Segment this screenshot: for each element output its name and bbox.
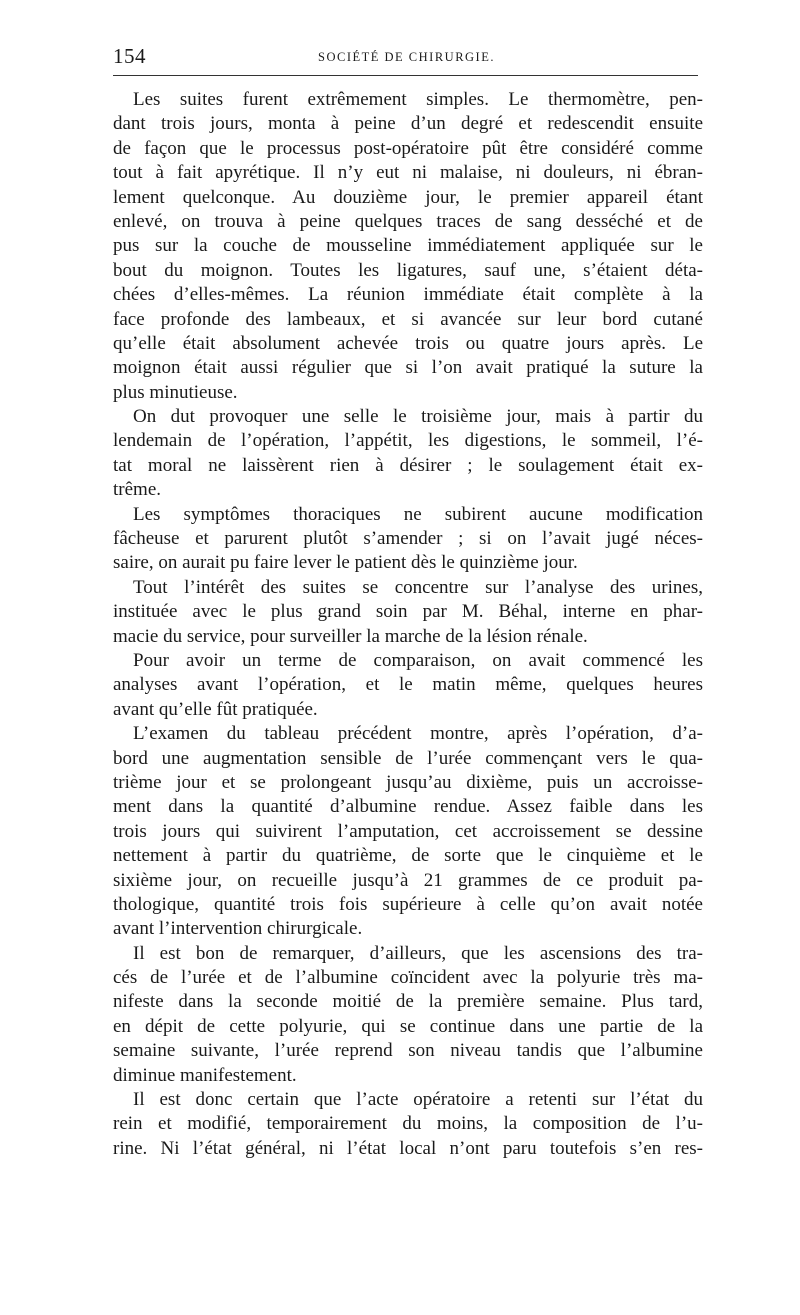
text-line: nettement à partir du quatrième, de sorte que le cinquième et le bbox=[113, 845, 703, 867]
text-line: en dépit de cette polyurie, qui se continue dans une partie de la bbox=[113, 1015, 703, 1037]
text-line: tat moral ne laissèrent rien à désirer ; le soulagement était ex- bbox=[113, 454, 703, 476]
text-line: Pour avoir un terme de comparaison, on avait commencé les bbox=[133, 649, 703, 671]
text-line: qu’elle était absolument achevée trois ou quatre jours après. Le bbox=[113, 332, 703, 354]
text-line: semaine suivante, l’urée reprend son niveau tandis que l’albumine bbox=[113, 1040, 703, 1062]
text-line: Il est donc certain que l’acte opératoire a retenti sur l’état du bbox=[133, 1089, 703, 1111]
text-line: tout à fait apyrétique. Il n’y eut ni malaise, ni douleurs, ni ébran- bbox=[113, 162, 703, 184]
text-line: analyses avant l’opération, et le matin même, quelques heures bbox=[113, 674, 703, 696]
text-line: enlevé, on trouva à peine quelques traces de sang desséché et de bbox=[113, 210, 703, 232]
text-line: bord une augmentation sensible de l’urée commençant vers le qua- bbox=[113, 747, 703, 769]
text-line: chées d’elles-mêmes. La réunion immédiate était complète à la bbox=[113, 284, 703, 306]
text-line: diminue manifestement. bbox=[113, 1064, 297, 1086]
text-line: ment dans la quantité d’albumine rendue. Assez faible dans les bbox=[113, 796, 703, 818]
text-line: lendemain de l’opération, l’appétit, les digestions, le sommeil, l’é- bbox=[113, 430, 703, 452]
text-line: bout du moignon. Toutes les ligatures, sauf une, s’étaient déta- bbox=[113, 259, 703, 281]
text-line: de façon que le processus post-opératoire pût être considéré comme bbox=[113, 137, 703, 159]
text-line: avant l’intervention chirurgicale. bbox=[113, 918, 363, 940]
body-text bbox=[113, 88, 703, 1161]
text-line: Tout l’intérêt des suites se concentre sur l’analyse des urines, bbox=[133, 576, 703, 598]
text-line: pus sur la couche de mousseline immédiatement appliquée sur le bbox=[113, 235, 703, 257]
text-line: L’examen du tableau précédent montre, après l’opération, d’a- bbox=[133, 723, 703, 745]
text-line: macie du service, pour surveiller la marche de la lésion rénale. bbox=[113, 625, 588, 647]
text-line: avant qu’elle fût pratiquée. bbox=[113, 698, 318, 720]
text-line: instituée avec le plus grand soin par M. Béhal, interne en phar- bbox=[113, 601, 703, 623]
text-line: cés de l’urée et de l’albumine coïncident avec la polyurie très ma- bbox=[113, 967, 703, 989]
text-line: saire, on aurait pu faire lever le patient dès le quinzième jour. bbox=[113, 552, 578, 574]
text-line: Il est bon de remarquer, d’ailleurs, que les ascensions des tra- bbox=[133, 942, 703, 964]
text-line: lement quelconque. Au douzième jour, le premier appareil étant bbox=[113, 186, 703, 208]
text-line: plus minutieuse. bbox=[113, 381, 238, 403]
page-number: 154 bbox=[113, 44, 146, 68]
text-line: nifeste dans la seconde moitié de la première semaine. Plus tard, bbox=[113, 991, 703, 1013]
text-line: rine. Ni l’état général, ni l’état local n’ont paru toutefois s’en res- bbox=[113, 1137, 703, 1159]
text-line: fâcheuse et parurent plutôt s’amender ; si on l’avait jugé néces- bbox=[113, 528, 703, 550]
page-header bbox=[113, 44, 700, 74]
text-line: Les symptômes thoraciques ne subirent aucune modification bbox=[133, 503, 703, 525]
text-line: trême. bbox=[113, 479, 162, 501]
text-line: thologique, quantité trois fois supérieure à celle qu’on avait notée bbox=[113, 893, 703, 915]
text-line: face profonde des lambeaux, et si avancée sur leur bord cutané bbox=[113, 308, 703, 330]
text-line: On dut provoquer une selle le troisième jour, mais à partir du bbox=[133, 406, 703, 428]
running-head: SOCIÉTÉ DE CHIRURGIE. bbox=[318, 50, 495, 64]
text-line: moignon était aussi régulier que si l’on avait pratiqué la suture la bbox=[113, 357, 703, 379]
text-line: Les suites furent extrêmement simples. Le thermomètre, pen- bbox=[133, 89, 703, 110]
text-line: trième jour et se prolongeant jusqu’au dixième, puis un accroisse- bbox=[113, 771, 703, 793]
text-line: trois jours qui suivirent l’amputation, cet accroissement se dessine bbox=[113, 820, 703, 842]
text-line: dant trois jours, monta à peine d’un degré et redescendit ensuite bbox=[113, 113, 703, 135]
text-line: rein et modifié, temporairement du moins, la composition de l’u- bbox=[113, 1113, 703, 1135]
text-line: sixième jour, on recueille jusqu’à 21 grammes de ce produit pa- bbox=[113, 869, 703, 891]
header-rule bbox=[113, 75, 698, 76]
